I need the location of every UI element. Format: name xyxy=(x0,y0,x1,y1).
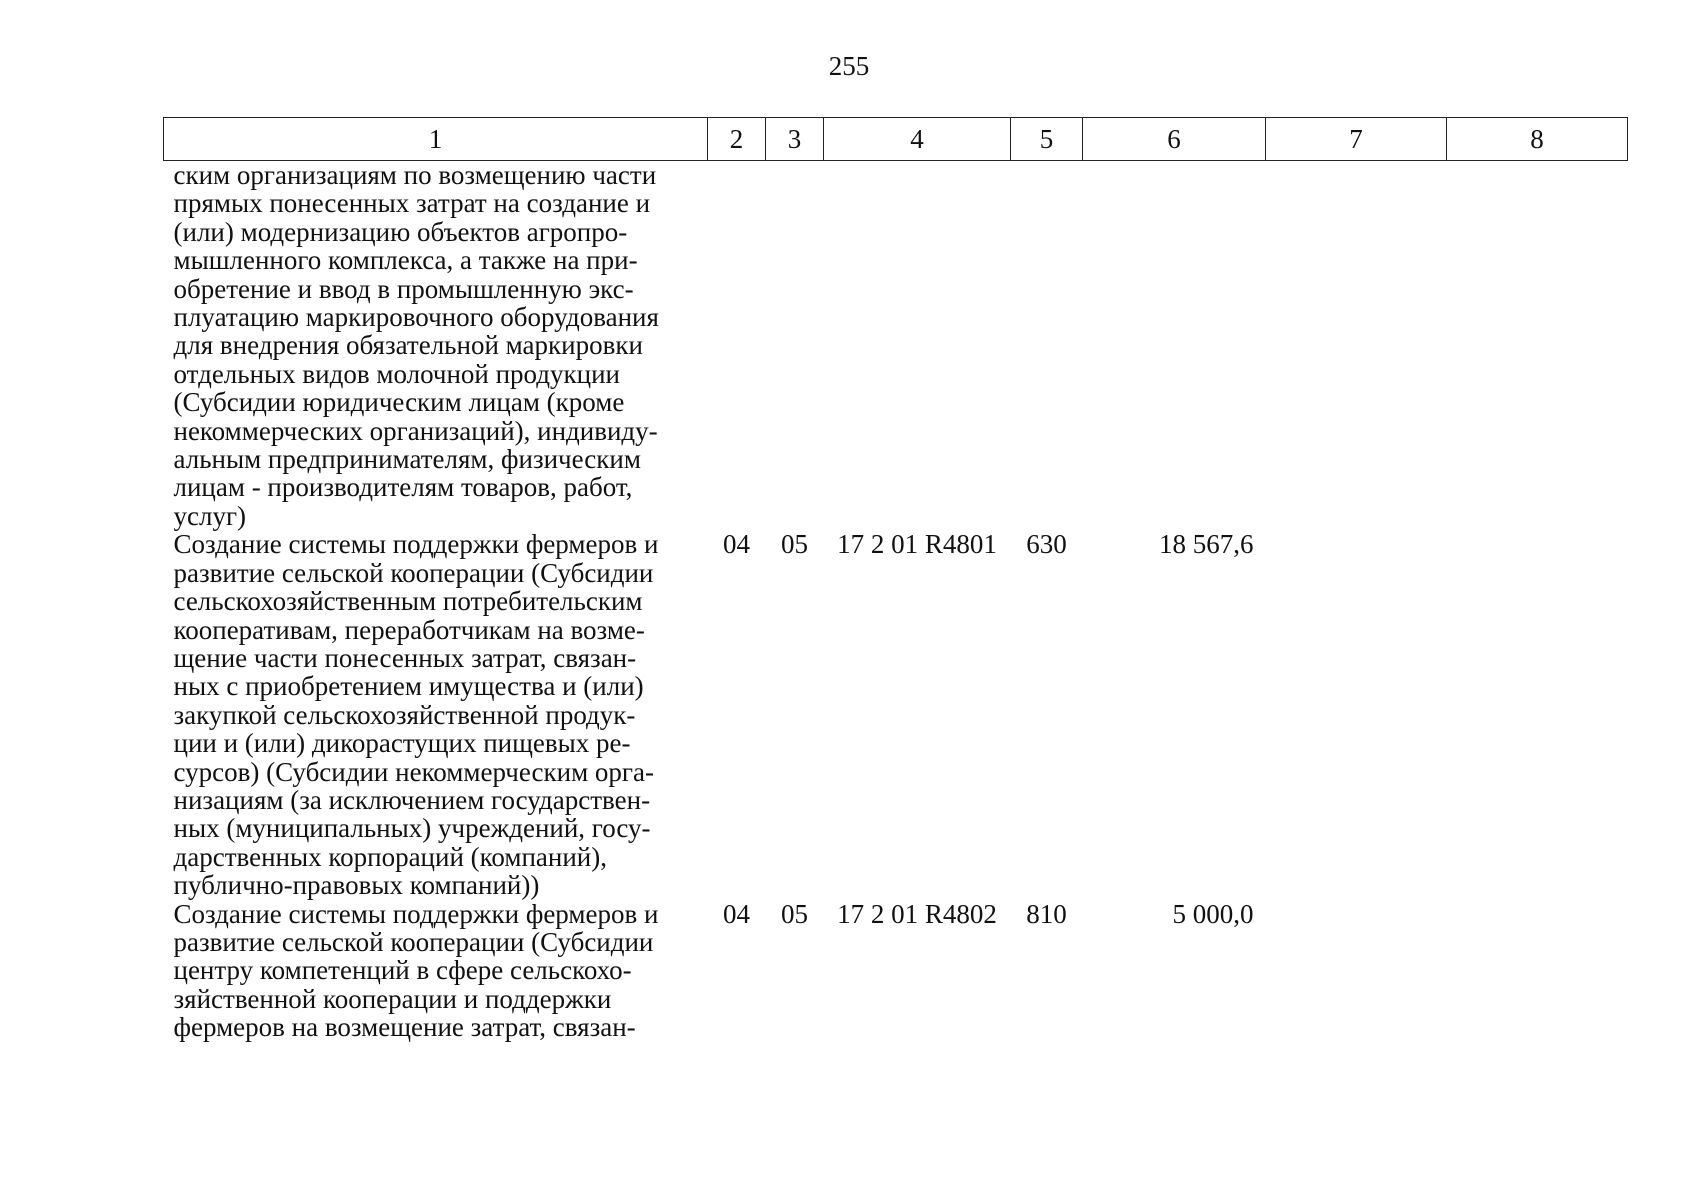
table-row xyxy=(164,900,1628,1042)
description-line: ции и (или) дикорастущих пищевых ре- xyxy=(173,728,631,759)
column-header-5: 5 xyxy=(1011,118,1083,161)
subsection-code xyxy=(766,161,824,531)
page-number: 255 xyxy=(828,51,870,81)
subsection-code: 05 xyxy=(781,898,808,929)
budget-table xyxy=(163,117,1628,1042)
description-line: ных с приобретением имущества и (или) xyxy=(173,671,644,702)
description-line: ных (муниципальных) учреждений, госу- xyxy=(173,813,651,844)
section-code xyxy=(708,161,766,531)
column-header-7: 7 xyxy=(1266,118,1447,161)
amount-col6: 18 567,6 xyxy=(1159,529,1254,560)
description-line: развитие сельской кооперации (Субсидии xyxy=(173,926,654,957)
column-header-2: 2 xyxy=(708,118,766,161)
expense-type-code: 630 xyxy=(1026,529,1067,560)
description-line: центру компетенций в сфере сельскохо- xyxy=(173,955,632,986)
description-line: (Субсидии юридическим лицам (кроме xyxy=(173,387,625,418)
table-row xyxy=(164,161,1628,531)
description-line: ским организациям по возмещению части xyxy=(173,160,657,190)
table-header xyxy=(164,118,1628,161)
description-line: развитие сельской кооперации (Субсидии xyxy=(173,557,654,588)
description-line: сельскохозяйственным потребительским xyxy=(173,586,643,617)
description-line: Создание системы поддержки фермеров и xyxy=(173,529,659,560)
description-line: услуг) xyxy=(173,500,247,531)
amount-col6 xyxy=(1083,161,1266,531)
subsection-code: 05 xyxy=(781,529,808,560)
description-line: (или) модернизацию объектов агропро- xyxy=(173,216,628,247)
column-header-1: 1 xyxy=(164,118,708,161)
section-code: 04 xyxy=(723,898,750,929)
row-description xyxy=(164,161,708,531)
amount-col8 xyxy=(1447,900,1628,1042)
amount-col6: 5 000,0 xyxy=(1172,898,1254,929)
description-line: кооперативам, переработчикам на возме- xyxy=(173,614,645,645)
section-code: 04 xyxy=(723,529,750,560)
description-line: плуатацию маркировочного оборудования xyxy=(173,302,659,333)
column-header-3: 3 xyxy=(766,118,824,161)
target-article-code: 17 2 01 R4801 xyxy=(837,529,997,560)
amount-col8 xyxy=(1447,161,1628,531)
description-line: зяйственной кооперации и поддержки xyxy=(173,983,612,1014)
description-line: некоммерческих организаций), индивиду- xyxy=(173,415,658,446)
table-body xyxy=(164,161,1628,1042)
description-line: обретение и ввод в промышленную экс- xyxy=(173,273,634,304)
target-article-code xyxy=(824,161,1011,531)
description-line: альным предпринимателям, физическим xyxy=(173,444,641,475)
target-article-code: 17 2 01 R4802 xyxy=(837,898,997,929)
description-line: закупкой сельскохозяйственной продук- xyxy=(173,699,636,730)
description-line: лицам - производителям товаров, работ, xyxy=(173,472,633,503)
description-line: низациям (за исключением государствен- xyxy=(173,784,651,815)
description-line: прямых понесенных затрат на создание и xyxy=(173,188,651,219)
description-line: дарственных корпораций (компаний), xyxy=(173,841,607,872)
description-line: фермеров на возмещение затрат, связан- xyxy=(173,1012,636,1043)
amount-col8 xyxy=(1447,530,1628,899)
description-line: мышленного комплекса, а также на при- xyxy=(173,245,638,276)
description-line: сурсов) (Субсидии некоммерческим орга- xyxy=(173,756,654,787)
header-row xyxy=(164,118,1628,161)
description-line: отдельных видов молочной продукции xyxy=(173,358,620,389)
description-line: Создание системы поддержки фермеров и xyxy=(173,898,659,929)
column-header-8: 8 xyxy=(1447,118,1628,161)
column-header-6: 6 xyxy=(1083,118,1266,161)
amount-col7 xyxy=(1266,530,1447,899)
expense-type-code xyxy=(1011,161,1083,531)
description-line: для внедрения обязательной маркировки xyxy=(173,330,643,361)
amount-col7 xyxy=(1266,900,1447,1042)
description-line: щение части понесенных затрат, связан- xyxy=(173,642,637,673)
column-header-4: 4 xyxy=(824,118,1011,161)
expense-type-code: 810 xyxy=(1026,898,1067,929)
description-line: публично-правовых компаний)) xyxy=(173,870,540,901)
table-row xyxy=(164,530,1628,899)
row-description xyxy=(164,900,708,1042)
amount-col7 xyxy=(1266,161,1447,531)
row-description xyxy=(164,530,708,899)
